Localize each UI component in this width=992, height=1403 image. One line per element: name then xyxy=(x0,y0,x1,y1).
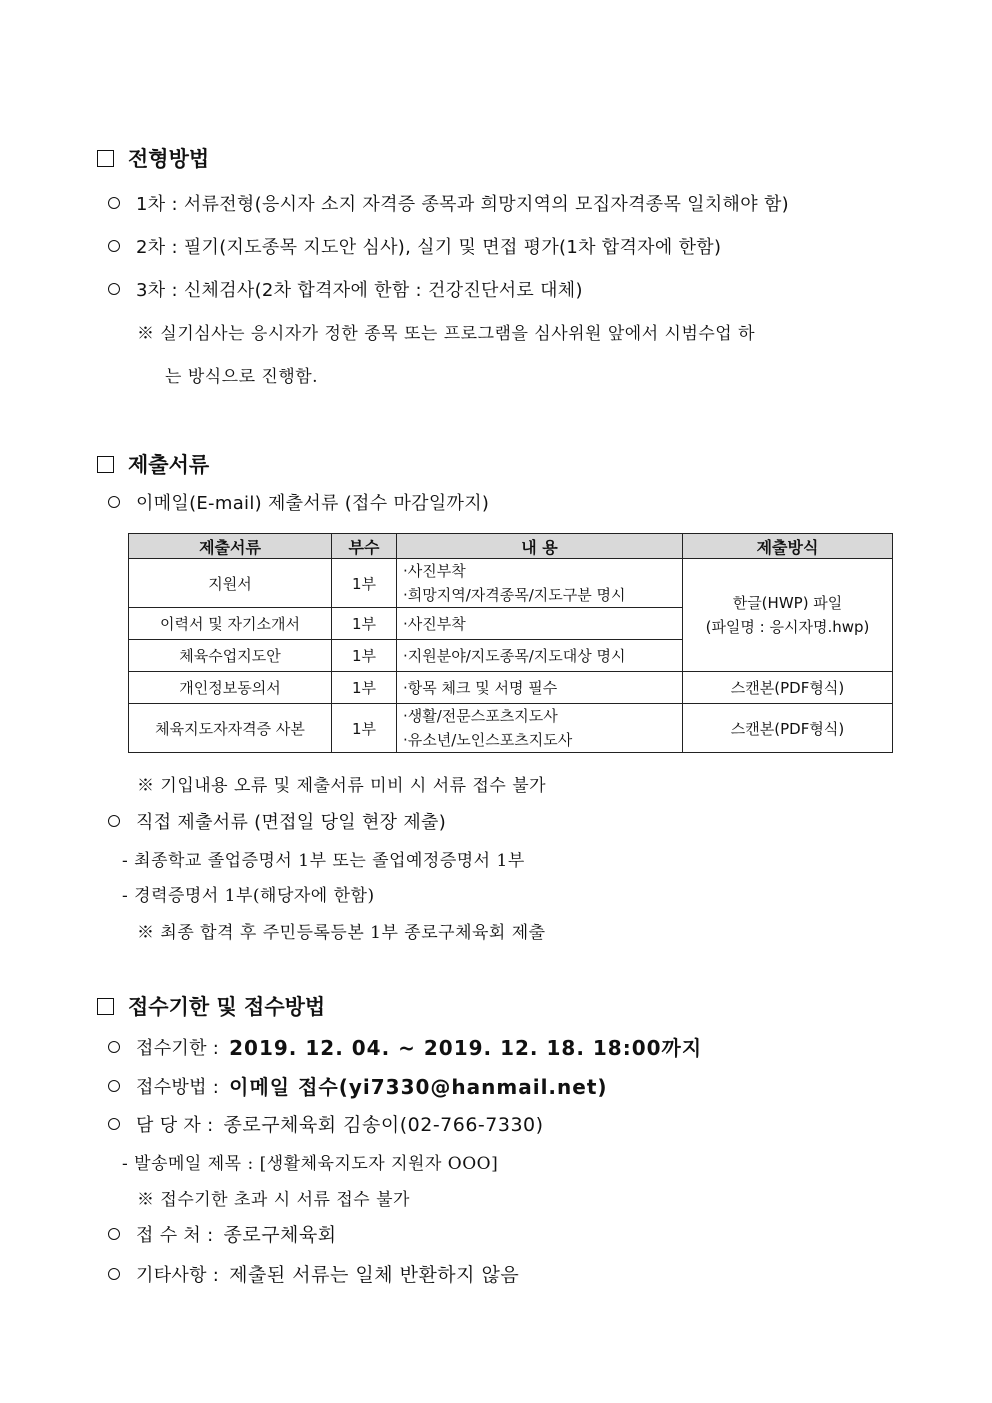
content-cell: ·사진부착 xyxy=(397,608,683,640)
checkbox-square-icon xyxy=(97,456,114,473)
count-cell: 1부 xyxy=(332,672,397,704)
table-row xyxy=(129,672,893,704)
list-item: 이메일(E-mail) 제출서류 (접수 마감일까지) xyxy=(108,489,489,515)
section-heading-screening: 전형방법 xyxy=(97,143,209,173)
list-item-method: 접수방법 : 이메일 접수(yi7330@hanmail.net) xyxy=(108,1071,608,1100)
circle-bullet-icon xyxy=(108,197,120,209)
column-header: 부수 xyxy=(332,534,397,559)
content-cell: ·사진부착 ·희망지역/자격종목/지도구분 명시 xyxy=(397,559,683,608)
section-heading-documents: 제출서류 xyxy=(97,449,209,479)
count-cell: 1부 xyxy=(332,559,397,608)
count-cell: 1부 xyxy=(332,640,397,672)
list-item: 3차 : 신체검사(2차 합격자에 한함 : 건강진단서로 대체) xyxy=(108,276,583,302)
note-line: 는 방식으로 진행함. xyxy=(165,367,319,387)
list-item-deadline: 접수기한 : 2019. 12. 04. ~ 2019. 12. 18. 18:00까지 xyxy=(108,1032,702,1061)
sub-item: - 최종학교 졸업증명서 1부 또는 졸업예정증명서 1부 xyxy=(122,851,525,871)
checkbox-square-icon xyxy=(97,998,114,1015)
list-item: 직접 제출서류 (면접일 당일 현장 제출) xyxy=(108,808,446,834)
note-line: ※ 접수기한 초과 시 서류 접수 불가 xyxy=(137,1190,410,1210)
method-cell: 스캔본(PDF형식) xyxy=(683,704,893,753)
table-row xyxy=(129,559,893,608)
doc-cell: 이력서 및 자기소개서 xyxy=(129,608,332,640)
method-cell: 스캔본(PDF형식) xyxy=(683,672,893,704)
table-header-row xyxy=(129,534,893,559)
circle-bullet-icon xyxy=(108,496,120,508)
sub-item: - 발송메일 제목 : [생활체육지도자 지원자 OOO] xyxy=(122,1154,499,1174)
column-header: 내 용 xyxy=(397,534,683,559)
content-cell: ·항목 체크 및 서명 필수 xyxy=(397,672,683,704)
list-item-etc: 기타사항 : 제출된 서류는 일체 반환하지 않음 xyxy=(108,1260,519,1287)
circle-bullet-icon xyxy=(108,240,120,252)
note-line: ※ 기입내용 오류 및 제출서류 미비 시 서류 접수 불가 xyxy=(137,776,547,796)
doc-cell: 체육수업지도안 xyxy=(129,640,332,672)
content-cell: ·생활/전문스포츠지도사 ·유소년/노인스포츠지도사 xyxy=(397,704,683,753)
list-item: 2차 : 필기(지도종목 지도안 심사), 실기 및 면접 평가(1차 합격자에 한함) xyxy=(108,233,721,259)
doc-cell: 체육지도자자격증 사본 xyxy=(129,704,332,753)
circle-bullet-icon xyxy=(108,1041,120,1053)
circle-bullet-icon xyxy=(108,1228,120,1240)
note-line: ※ 실기심사는 응시자가 정한 종목 또는 프로그램을 심사위원 앞에서 시범수업 하 xyxy=(137,324,756,344)
method-cell-merged: 한글(HWP) 파일 (파일명 : 응시자명.hwp) xyxy=(683,559,893,672)
doc-cell: 개인정보동의서 xyxy=(129,672,332,704)
column-header: 제출서류 xyxy=(129,534,332,559)
table-row xyxy=(129,704,893,753)
content-cell: ·지원분야/지도종목/지도대상 명시 xyxy=(397,640,683,672)
circle-bullet-icon xyxy=(108,1080,120,1092)
doc-cell: 지원서 xyxy=(129,559,332,608)
column-header: 제출방식 xyxy=(683,534,893,559)
checkbox-square-icon xyxy=(97,150,114,167)
circle-bullet-icon xyxy=(108,815,120,827)
list-item-contact: 담 당 자 : 종로구체육회 김송이(02-766-7330) xyxy=(108,1110,544,1137)
circle-bullet-icon xyxy=(108,1268,120,1280)
section-heading-submission: 접수기한 및 접수방법 xyxy=(97,991,325,1021)
list-item-place: 접 수 처 : 종로구체육회 xyxy=(108,1220,337,1247)
count-cell: 1부 xyxy=(332,608,397,640)
note-line: ※ 최종 합격 후 주민등록등본 1부 종로구체육회 제출 xyxy=(137,923,546,943)
list-item: 1차 : 서류전형(응시자 소지 자격증 종목과 희망지역의 모집자격종목 일치해야 함) xyxy=(108,190,789,216)
circle-bullet-icon xyxy=(108,283,120,295)
circle-bullet-icon xyxy=(108,1118,120,1130)
documents-table xyxy=(128,533,893,753)
sub-item: - 경력증명서 1부(해당자에 한함) xyxy=(122,886,375,906)
count-cell: 1부 xyxy=(332,704,397,753)
